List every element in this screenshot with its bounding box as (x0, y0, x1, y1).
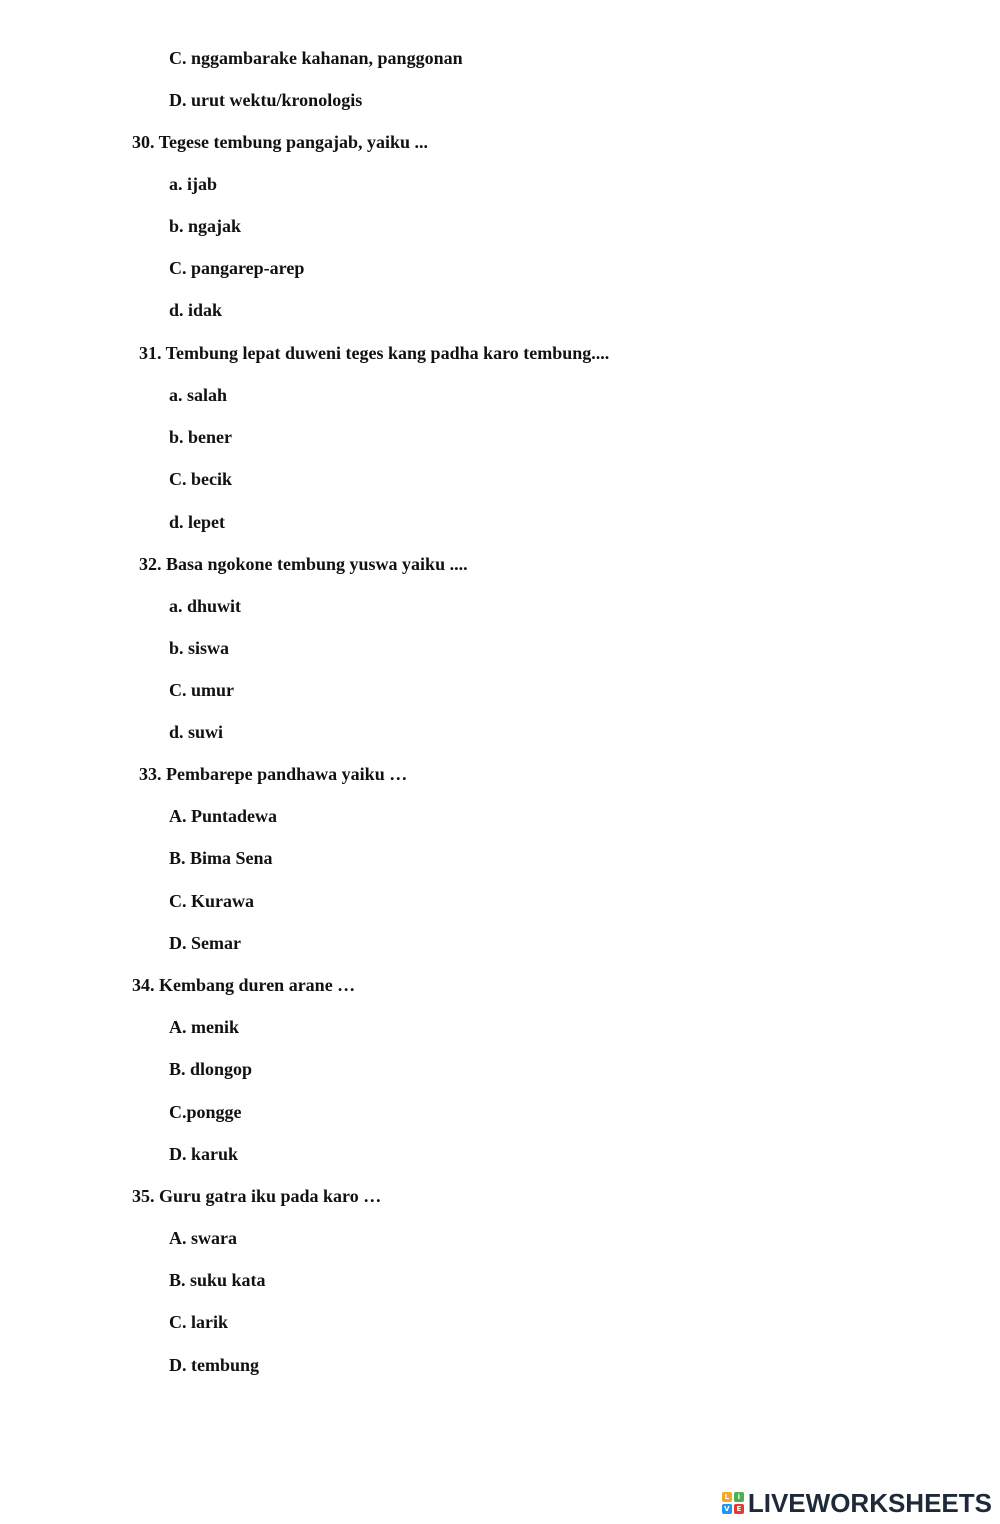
logo-tile-e: E (734, 1504, 744, 1514)
q30-option-a: a. ijab (169, 174, 218, 194)
question-31: 31. Tembung lepat duweni teges kang padha karo tembung.... (139, 343, 610, 363)
liveworksheets-logo-icon (722, 1492, 744, 1514)
q31-option-a: a. salah (169, 385, 228, 405)
question-35: 35. Guru gatra iku pada karo … (132, 1186, 382, 1206)
q35-option-d: D. tembung (169, 1355, 260, 1375)
q32-option-d: d. suwi (169, 722, 224, 742)
q32-option-b: b. siswa (169, 638, 230, 658)
q34-option-b: B. dlongop (169, 1059, 253, 1079)
option-c-prev: C. nggambarake kahanan, panggonan (169, 48, 463, 68)
question-30: 30. Tegese tembung pangajab, yaiku ... (132, 132, 429, 152)
logo-tile-i: i (734, 1492, 744, 1502)
logo-tile-l: L (722, 1492, 732, 1502)
q34-option-d: D. karuk (169, 1144, 239, 1164)
q35-option-c: C. larik (169, 1312, 229, 1332)
q35-option-b: B. suku kata (169, 1270, 266, 1290)
q33-option-b: B. Bima Sena (169, 848, 273, 868)
question-32: 32. Basa ngokone tembung yuswa yaiku .... (139, 554, 468, 574)
liveworksheets-watermark (722, 1487, 992, 1518)
q34-option-c: C.pongge (169, 1102, 242, 1122)
question-33: 33. Pembarepe pandhawa yaiku … (139, 764, 408, 784)
q30-option-d: d. idak (169, 300, 223, 320)
q31-option-c: C. becik (169, 469, 232, 489)
q31-option-b: b. bener (169, 427, 232, 447)
q30-option-c: C. pangarep-arep (169, 258, 305, 278)
q33-option-a: A. Puntadewa (169, 806, 278, 826)
q34-option-a: A. menik (169, 1017, 240, 1037)
q31-option-d: d. lepet (169, 512, 225, 532)
q33-option-c: C. Kurawa (169, 891, 254, 911)
q30-option-b: b. ngajak (169, 216, 242, 236)
q32-option-a: a. dhuwit (169, 596, 242, 616)
logo-tile-v: V (722, 1504, 732, 1514)
q33-option-d: D. Semar (169, 933, 241, 953)
liveworksheets-logo-text: LIVEWORKSHEETS (747, 1487, 992, 1518)
q35-option-a: A. swara (169, 1228, 237, 1248)
question-34: 34. Kembang duren arane … (132, 975, 356, 995)
q32-option-c: C. umur (169, 680, 235, 700)
option-d-prev: D. urut wektu/kronologis (169, 90, 363, 110)
